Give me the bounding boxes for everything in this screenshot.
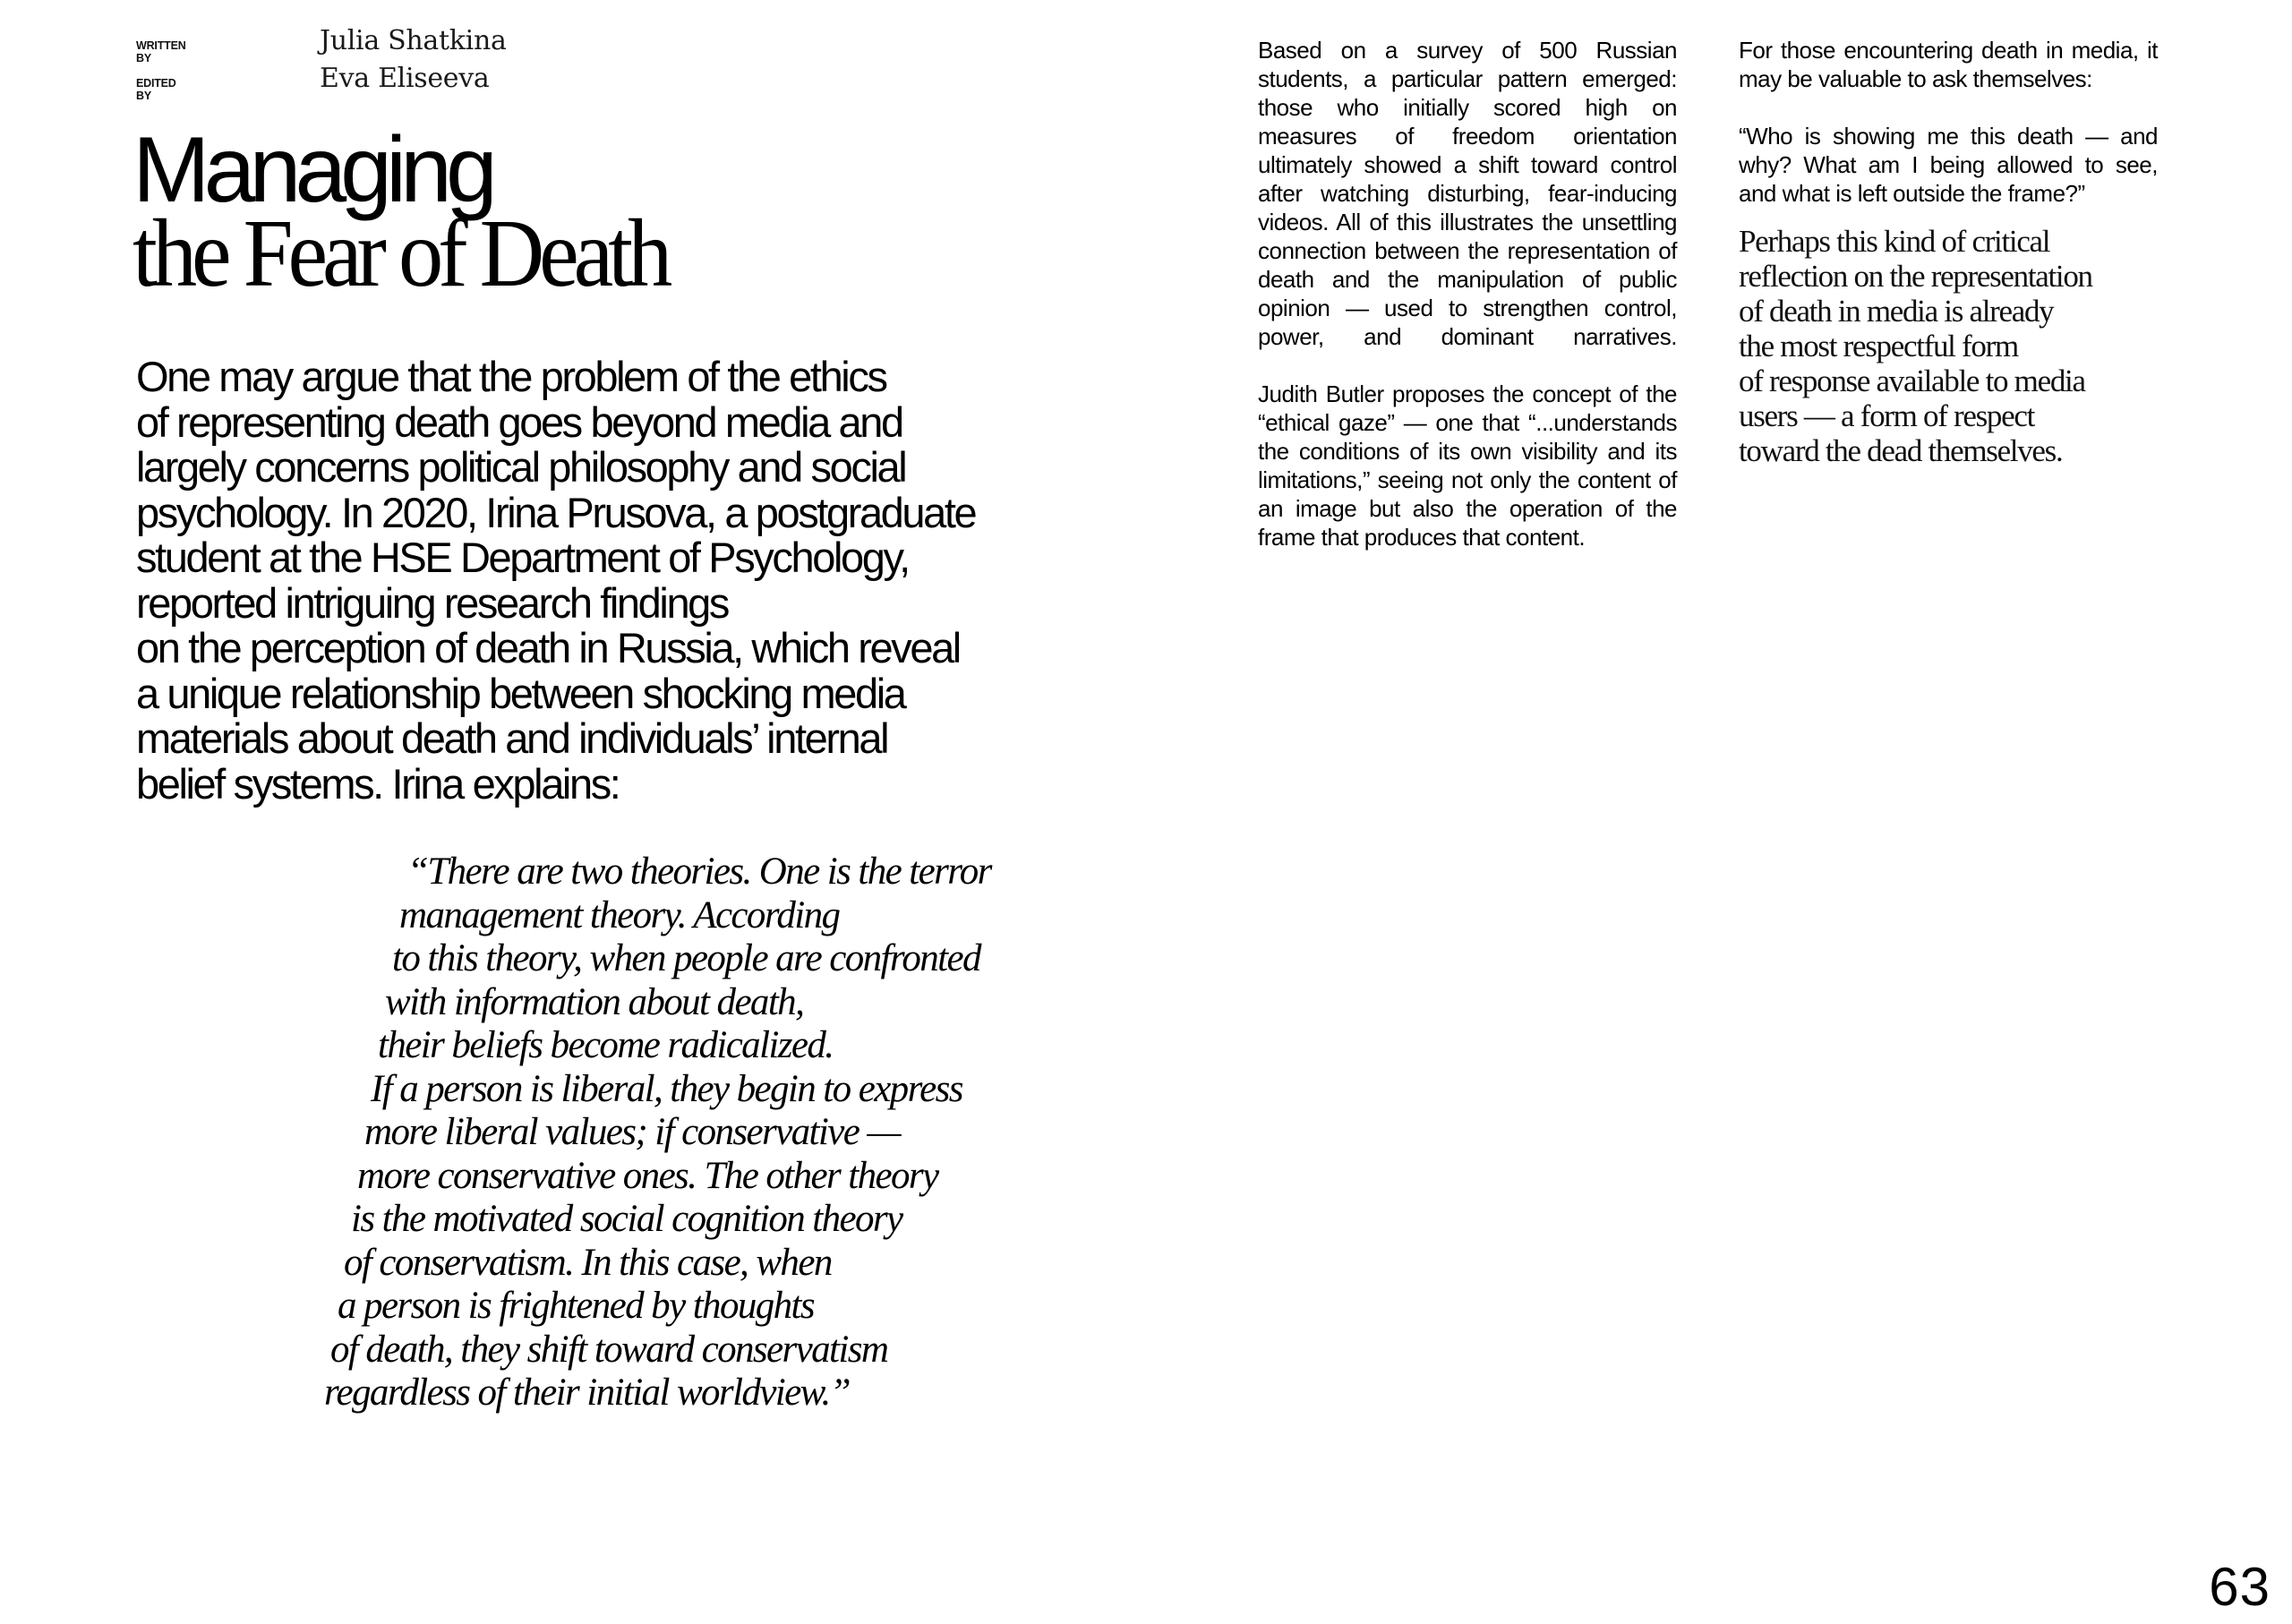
closing-line: of death in media is already [1739,294,2054,329]
lead-line: reported intriguing research findings [136,578,729,627]
column-middle [1258,36,1677,580]
closing-paragraph [1739,224,2158,468]
closing-line: toward the dead themselves. [1739,433,2063,468]
quote-line: is the motivated social cognition theory [351,1198,902,1240]
butler-paragraph: Judith Butler proposes the concept of the “ethical gaze” — one that “...understands the conditions of its own visibility and its limitations,” seeing not only the content of an image but also the operation of the frame that produces that content. [1258,380,1677,551]
editor-name: Eva Eliseeva [320,63,490,94]
quote-line: with information about death, [385,980,804,1023]
lead-line: materials about death and individuals’ internal [136,714,888,762]
title-line-1: Managing [133,118,492,222]
quote-line: of conservatism. In this case, when [344,1241,832,1284]
quote-line: more liberal values; if conservative — [364,1111,900,1153]
closing-line: reflection on the representation [1739,259,2092,294]
closing-line: the most respectful form [1739,329,2018,363]
reflection-intro-paragraph: For those encountering death in media, it may be valuable to ask themselves: [1739,37,2158,92]
column-right [1739,36,2158,468]
reflection-question-paragraph: “Who is showing me this death — and why? What am I being allowed to see, and what is left outside the frame?” [1739,123,2158,207]
quote-line: of death, they shift toward conservatism [330,1328,888,1371]
lead-line: One may argue that the problem of the ethics [136,353,886,400]
quote-line: management theory. According [399,893,840,936]
quote-line: to this theory, when people are confronted [392,937,980,979]
quote-line: regardless of their initial worldview.” [324,1372,850,1414]
quote-line: more conservative ones. The other theory [357,1154,938,1197]
closing-line: of response available to media [1739,363,2085,398]
closing-line: Perhaps this kind of critical [1739,224,2050,259]
title-line-2: the Fear of Death [133,201,668,307]
lead-line: belief systems. Irina explains: [136,759,620,808]
pull-quote [0,850,991,1415]
author-name: Julia Shatkina [320,25,507,56]
survey-paragraph: Based on a survey of 500 Russian students, a particular pattern emerged: those who initially scored high on measures of freedom orientation ultimately showed a shift toward control after watching disturbing, fear-inducing videos. All of this illustrates the unsettling connection between the representation of death and the manipulation of public opinion — used to strengthen control, power, and dominant narratives. [1258,37,1677,350]
lead-line: psychology. In 2020, Irina Prusova, a postgraduate [136,488,976,536]
quote-line: a person is frightened by thoughts [338,1285,815,1327]
lead-line: of representing death goes beyond media and [136,397,902,446]
quote-line: “There are two theories. One is the terror [407,850,991,893]
closing-line: users — a form of respect [1739,398,2035,433]
page-number: 63 [2209,1557,2271,1617]
quote-line: their beliefs become radicalized. [378,1024,834,1066]
lead-line: student at the HSE Department of Psychology, [136,534,909,581]
edited-by-label: EDITED BY [136,77,176,102]
written-by-label: WRITTEN BY [136,39,186,64]
lead-line: a unique relationship between shocking media [136,669,905,717]
lead-line: on the perception of death in Russia, which reveal [136,624,960,671]
lead-paragraph [136,355,1085,807]
article-title [133,118,707,307]
lead-line: largely concerns political philosophy and social [136,443,906,491]
quote-line: If a person is liberal, they begin to express [371,1067,962,1110]
